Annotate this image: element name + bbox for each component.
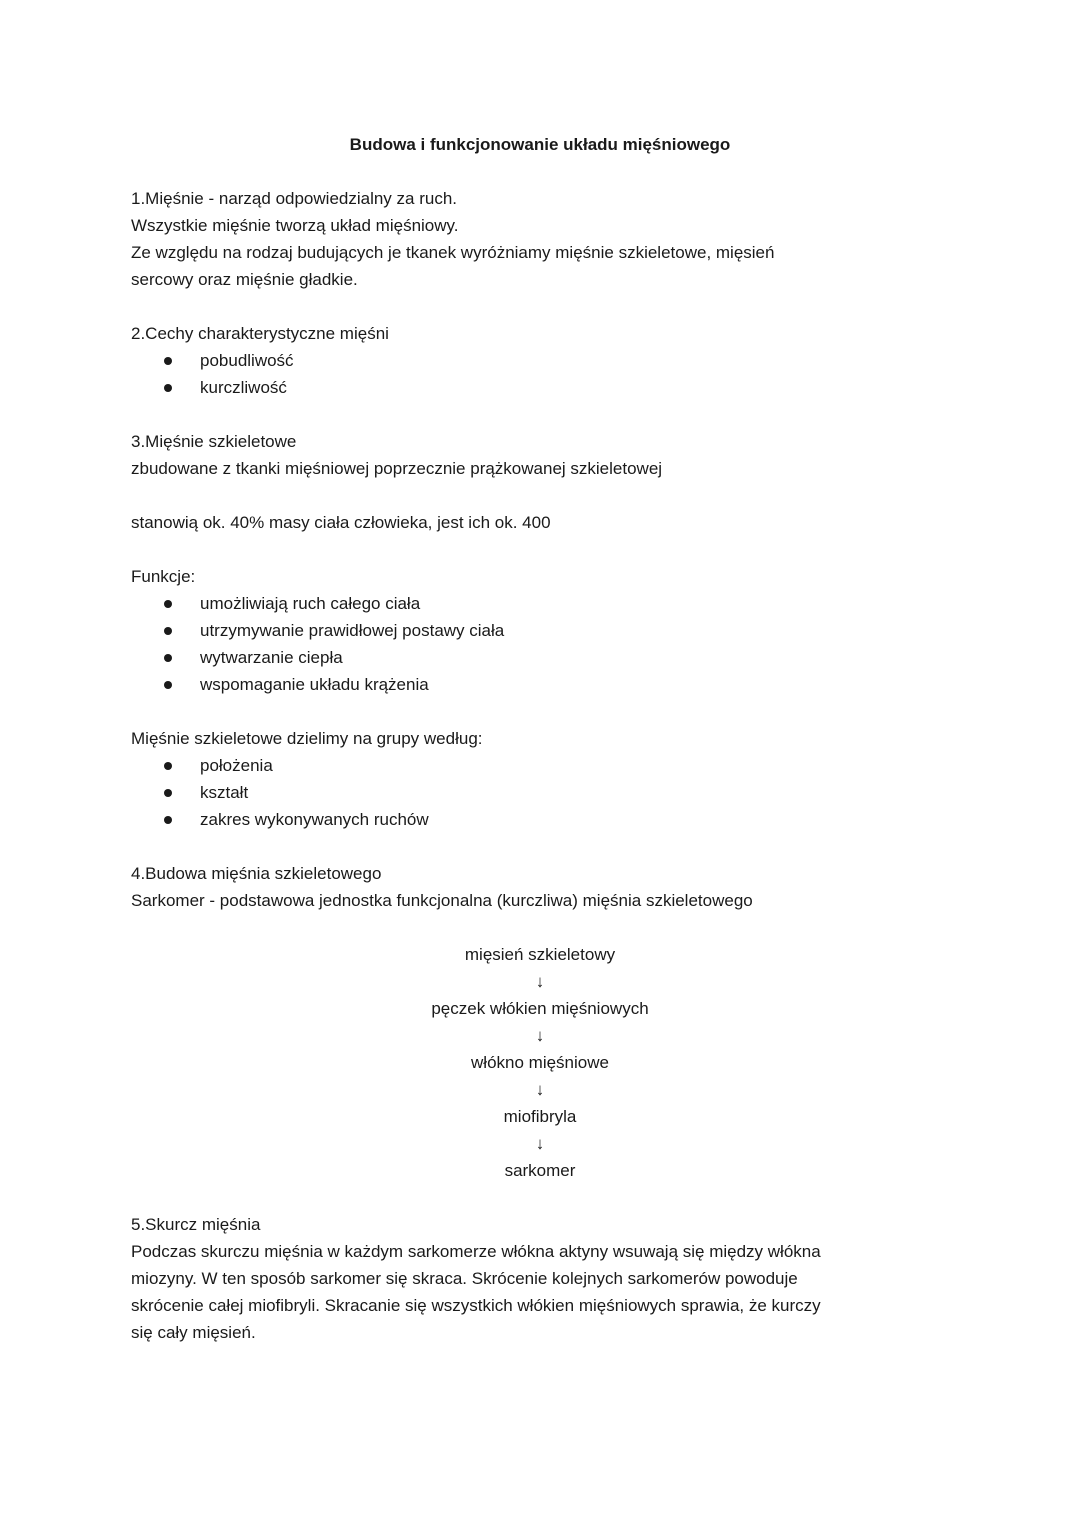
list-item <box>131 590 949 617</box>
paragraph-structure <box>131 860 949 914</box>
list-item-label: kształt <box>200 783 249 802</box>
text-line: zbudowane z tkanki mięśniowej poprzecznie prążkowanej szkieletowej <box>131 459 663 478</box>
list-item-label: kurczliwość <box>200 378 287 397</box>
flow-step: pęczek włókien mięśniowych <box>431 999 649 1018</box>
paragraph-intro <box>131 185 949 293</box>
section-heading: 2.Cechy charakterystyczne mięśni <box>131 324 389 343</box>
bullet-list-functions <box>131 590 949 698</box>
doc-title: Budowa i funkcjonowanie układu mięśniowego <box>349 135 731 154</box>
flow-step: włókno mięśniowe <box>471 1053 609 1072</box>
section-heading: 5.Skurcz mięśnia <box>131 1215 261 1234</box>
list-item <box>131 374 949 401</box>
flow-step: mięsień szkieletowy <box>464 945 616 964</box>
paragraph-functions <box>131 563 949 698</box>
text-line: Podczas skurczu mięśnia w każdym sarkomerze włókna aktyny wsuwają się między włókna <box>131 1242 821 1261</box>
list-item-label: wspomaganie układu krążenia <box>200 675 429 694</box>
text-line: skrócenie całej miofibryli. Skracanie się wszystkich włókien mięśniowych sprawia, że kurczy <box>131 1296 821 1315</box>
list-item <box>131 752 949 779</box>
down-arrow-icon: ↓ <box>535 1026 545 1045</box>
down-arrow-icon: ↓ <box>535 1080 545 1099</box>
list-item <box>131 617 949 644</box>
section-heading: Funkcje: <box>131 567 196 586</box>
text-line: stanowią ok. 40% masy ciała człowieka, jest ich ok. 400 <box>131 513 551 532</box>
list-item-label: pobudliwość <box>200 351 294 370</box>
text-line: Ze względu na rodzaj budujących je tkanek wyróżniamy mięśnie szkieletowe, mięsień <box>131 243 775 262</box>
bullet-icon <box>164 384 172 392</box>
bullet-icon <box>164 627 172 635</box>
list-item-label: utrzymywanie prawidłowej postawy ciała <box>200 621 505 640</box>
section-heading: 3.Mięśnie szkieletowe <box>131 432 297 451</box>
text-line: Wszystkie mięśnie tworzą układ mięśniowy. <box>131 216 459 235</box>
list-item-label: położenia <box>200 756 273 775</box>
text-line: sercowy oraz mięśnie gładkie. <box>131 270 358 289</box>
list-item <box>131 806 949 833</box>
paragraph-skeletal <box>131 428 949 482</box>
bullet-list-features <box>131 347 949 401</box>
text-line: 1.Mięśnie - narząd odpowiedzialny za ruch. <box>131 189 458 208</box>
list-item <box>131 347 949 374</box>
bullet-icon <box>164 816 172 824</box>
paragraph-contraction <box>131 1211 949 1346</box>
list-item <box>131 644 949 671</box>
bullet-icon <box>164 654 172 662</box>
list-item-label: zakres wykonywanych ruchów <box>200 810 429 829</box>
bullet-icon <box>164 762 172 770</box>
flow-step: miofibryla <box>503 1107 577 1126</box>
text-line: się cały mięsień. <box>131 1323 256 1342</box>
bullet-icon <box>164 681 172 689</box>
down-arrow-icon: ↓ <box>535 1134 545 1153</box>
paragraph-features <box>131 320 949 401</box>
text-line: Sarkomer - podstawowa jednostka funkcjonalna (kurczliwa) mięśnia szkieletowego <box>131 891 753 910</box>
flow-step: sarkomer <box>504 1161 576 1180</box>
section-heading: Mięśnie szkieletowe dzielimy na grupy według: <box>131 729 483 748</box>
text-line: miozyny. W ten sposób sarkomer się skraca. Skrócenie kolejnych sarkomerów powoduje <box>131 1269 798 1288</box>
list-item <box>131 671 949 698</box>
paragraph-skeletal-stat <box>131 509 949 536</box>
section-heading: 4.Budowa mięśnia szkieletowego <box>131 864 382 883</box>
hierarchy-flow <box>131 941 949 1184</box>
paragraph-groups <box>131 725 949 833</box>
bullet-icon <box>164 600 172 608</box>
list-item-label: umożliwiają ruch całego ciała <box>200 594 421 613</box>
bullet-icon <box>164 789 172 797</box>
list-item <box>131 779 949 806</box>
down-arrow-icon: ↓ <box>535 972 545 991</box>
list-item-label: wytwarzanie ciepła <box>200 648 343 667</box>
bullet-icon <box>164 357 172 365</box>
bullet-list-groups <box>131 752 949 833</box>
